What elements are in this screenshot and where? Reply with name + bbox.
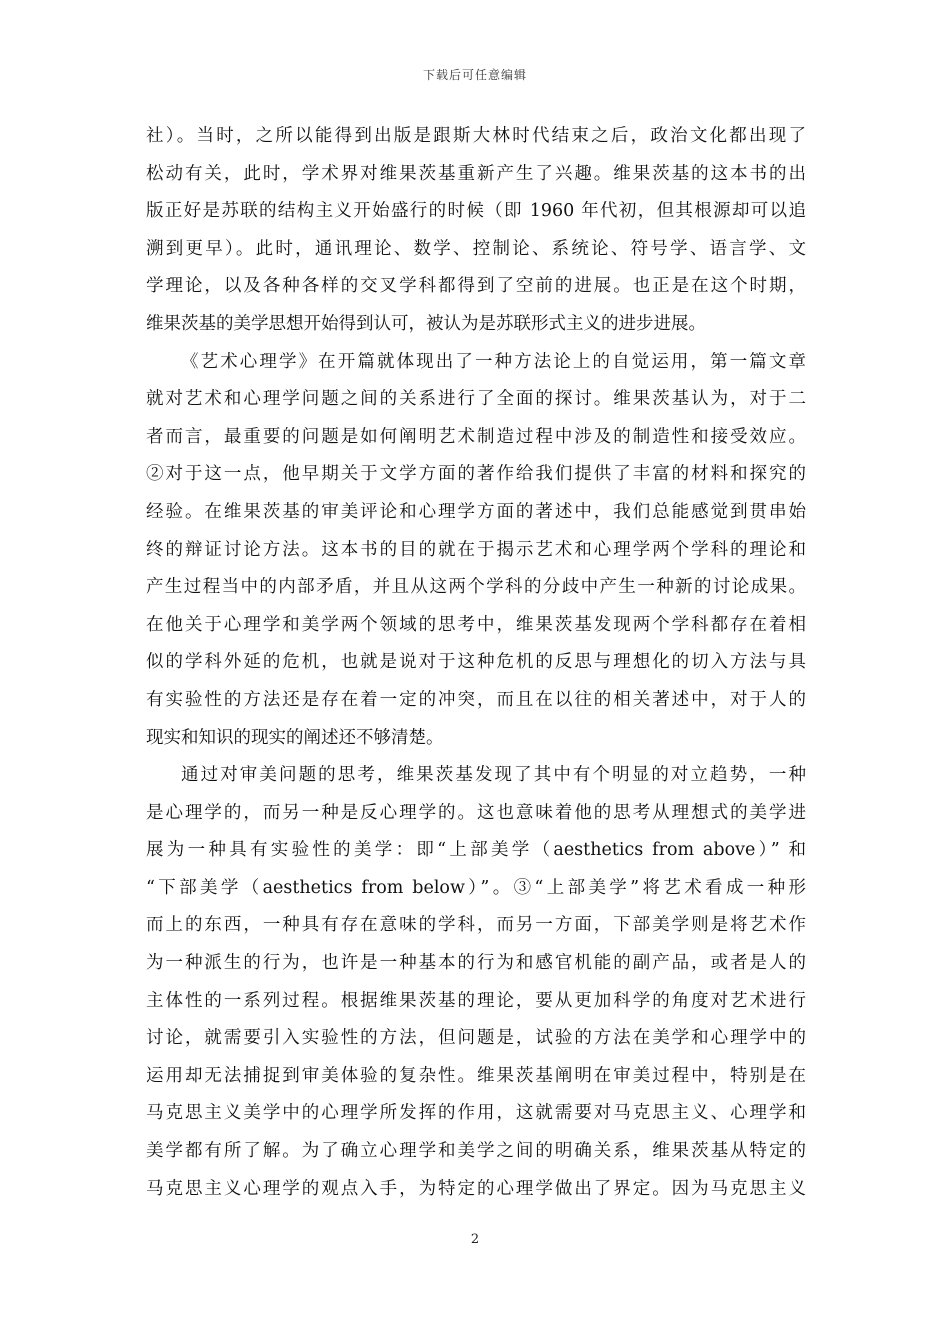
text-line: 社）。当时，之所以能得到出版是跟斯大林时代结束之后，政治文化都出现了	[146, 126, 806, 146]
text-line: 运用却无法捕捉到审美体验的复杂性。维果茨基阐明在审美过程中，特别是在	[146, 1065, 806, 1086]
text-line: 《艺术心理学》在开篇就体现出了一种方法论上的自觉运用，第一篇文章	[181, 351, 806, 372]
text-line: ②对于这一点，他早期关于文学方面的著作给我们提供了丰富的材料和探究的	[146, 464, 806, 485]
text-line: 似的学科外延的危机，也就是说对于这种危机的反思与理想化的切入方法与具	[146, 652, 806, 673]
text-line: 终的辩证讨论方法。这本书的目的就在于揭示艺术和心理学两个学科的理论和	[146, 539, 806, 560]
text-line: 通过对审美问题的思考，维果茨基发现了其中有个明显的对立趋势，一种	[181, 765, 806, 786]
text-line: 是心理学的，而另一种是反心理学的。这也意味着他的思考从理想式的美学进	[146, 802, 806, 823]
text-line: 溯到更早）。此时，通讯理论、数学、控制论、系统论、符号学、语言学、文	[146, 238, 806, 259]
text-line: 维果茨基的美学思想开始得到认可，被认为是苏联形式主义的进步进展。	[146, 313, 706, 334]
text-line: 就对艺术和心理学问题之间的关系进行了全面的探讨。维果茨基认为，对于二	[146, 389, 806, 410]
text-line: 在他关于心理学和美学两个领域的思考中，维果茨基发现两个学科都存在着相	[146, 614, 806, 635]
text-line: 者而言，最重要的问题是如何阐明艺术制造过程中涉及的制造性和接受效应。	[146, 426, 806, 447]
body-text	[146, 118, 806, 1208]
text-line: 版正好是苏联的结构主义开始盛行的时候（即 1960 年代初，但其根源却可以追	[146, 201, 806, 222]
page-header: 下载后可任意编辑	[422, 68, 527, 82]
text-line: 为一种派生的行为，也许是一种基本的行为和感官机能的副产品，或者是人的	[146, 953, 806, 974]
paragraph-1	[146, 118, 806, 344]
text-line: 美学都有所了解。为了确立心理学和美学之间的明确关系，维果茨基从特定的	[146, 1141, 806, 1162]
text-line: 产生过程当中的内部矛盾，并且从这两个学科的分歧中产生一种新的讨论成果。	[146, 577, 806, 598]
text-line: 有实验性的方法还是存在着一定的冲突，而且在以往的相关著述中，对于人的	[146, 689, 806, 710]
text-line: 松动有关，此时，学术界对维果茨基重新产生了兴趣。维果茨基的这本书的出	[146, 163, 806, 184]
page-number: 2	[470, 1232, 480, 1247]
text-line: 马克思主义心理学的观点入手，为特定的心理学做出了界定。因为马克思主义	[146, 1178, 806, 1199]
text-line: “下部美学（aesthetics from below）”。③“上部美学”将艺术看成一种形	[146, 877, 806, 898]
text-line: 而上的东西，一种具有存在意味的学科，而另一方面，下部美学则是将艺术作	[146, 915, 806, 936]
text-line: 展为一种具有实验性的美学：即“上部美学（aesthetics from above）” 和	[146, 840, 806, 861]
text-line: 学理论，以及各种各样的交叉学科都得到了空前的进展。也正是在这个时期，	[146, 276, 806, 297]
text-line: 讨论，就需要引入实验性的方法，但问题是，试验的方法在美学和心理学中的	[146, 1028, 806, 1049]
text-line: 经验。在维果茨基的审美评论和心理学方面的著述中，我们总能感觉到贯串始	[146, 501, 806, 522]
paragraph-2	[146, 344, 806, 758]
text-line: 主体性的一系列过程。根据维果茨基的理论，要从更加科学的角度对艺术进行	[146, 990, 806, 1011]
paragraph-3	[146, 757, 806, 1208]
text-line: 现实和知识的现实的阐述还不够清楚。	[146, 727, 444, 748]
text-line: 马克思主义美学中的心理学所发挥的作用，这就需要对马克思主义、心理学和	[146, 1103, 806, 1124]
